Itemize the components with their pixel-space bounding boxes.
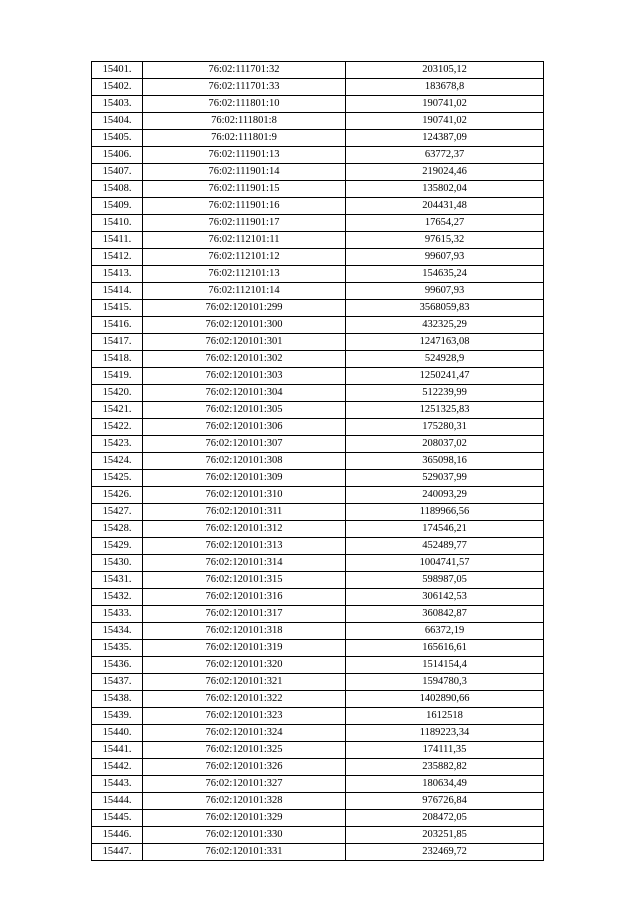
table-row (92, 249, 544, 266)
table-row (92, 793, 544, 810)
cadastral-number-cell: 76:02:120101:330 (143, 827, 346, 844)
value-cell: 360842,87 (346, 606, 544, 623)
value-cell: 1514154,4 (346, 657, 544, 674)
value-cell: 208037,02 (346, 436, 544, 453)
table-row (92, 164, 544, 181)
row-number-cell: 15440. (92, 725, 143, 742)
row-number-cell: 15438. (92, 691, 143, 708)
row-number-cell: 15429. (92, 538, 143, 555)
row-number-cell: 15409. (92, 198, 143, 215)
row-number-cell: 15433. (92, 606, 143, 623)
value-cell: 17654,27 (346, 215, 544, 232)
row-number-cell: 15442. (92, 759, 143, 776)
value-cell: 174111,35 (346, 742, 544, 759)
table-row (92, 402, 544, 419)
row-number-cell: 15412. (92, 249, 143, 266)
row-number-cell: 15426. (92, 487, 143, 504)
row-number-cell: 15437. (92, 674, 143, 691)
cadastral-number-cell: 76:02:120101:304 (143, 385, 346, 402)
value-cell: 219024,46 (346, 164, 544, 181)
table-row (92, 147, 544, 164)
row-number-cell: 15418. (92, 351, 143, 368)
row-number-cell: 15446. (92, 827, 143, 844)
table-row (92, 470, 544, 487)
value-cell: 1251325,83 (346, 402, 544, 419)
value-cell: 203251,85 (346, 827, 544, 844)
row-number-cell: 15430. (92, 555, 143, 572)
table-row (92, 521, 544, 538)
value-cell: 190741,02 (346, 96, 544, 113)
value-cell: 63772,37 (346, 147, 544, 164)
cadastral-number-cell: 76:02:120101:321 (143, 674, 346, 691)
table-row (92, 317, 544, 334)
cadastral-number-cell: 76:02:120101:303 (143, 368, 346, 385)
table-row (92, 810, 544, 827)
table-row (92, 487, 544, 504)
table-row (92, 130, 544, 147)
table-row (92, 351, 544, 368)
cadastral-number-cell: 76:02:112101:11 (143, 232, 346, 249)
table-row (92, 538, 544, 555)
table-row (92, 453, 544, 470)
value-cell: 180634,49 (346, 776, 544, 793)
cadastral-number-cell: 76:02:120101:318 (143, 623, 346, 640)
cadastral-number-cell: 76:02:120101:307 (143, 436, 346, 453)
cadastral-number-cell: 76:02:111701:32 (143, 62, 346, 79)
row-number-cell: 15406. (92, 147, 143, 164)
row-number-cell: 15402. (92, 79, 143, 96)
value-cell: 135802,04 (346, 181, 544, 198)
value-cell: 1250241,47 (346, 368, 544, 385)
value-cell: 97615,32 (346, 232, 544, 249)
value-cell: 190741,02 (346, 113, 544, 130)
registry-table (91, 61, 544, 861)
table-row (92, 555, 544, 572)
cadastral-number-cell: 76:02:120101:301 (143, 334, 346, 351)
row-number-cell: 15408. (92, 181, 143, 198)
table-row (92, 283, 544, 300)
value-cell: 1189223,34 (346, 725, 544, 742)
table-row (92, 606, 544, 623)
cadastral-number-cell: 76:02:112101:13 (143, 266, 346, 283)
value-cell: 512239,99 (346, 385, 544, 402)
table-row (92, 691, 544, 708)
value-cell: 99607,93 (346, 249, 544, 266)
cadastral-number-cell: 76:02:111901:14 (143, 164, 346, 181)
value-cell: 306142,53 (346, 589, 544, 606)
row-number-cell: 15423. (92, 436, 143, 453)
row-number-cell: 15445. (92, 810, 143, 827)
cadastral-number-cell: 76:02:120101:314 (143, 555, 346, 572)
value-cell: 1402890,66 (346, 691, 544, 708)
row-number-cell: 15419. (92, 368, 143, 385)
value-cell: 235882,82 (346, 759, 544, 776)
table-row (92, 215, 544, 232)
value-cell: 529037,99 (346, 470, 544, 487)
value-cell: 124387,09 (346, 130, 544, 147)
row-number-cell: 15443. (92, 776, 143, 793)
value-cell: 174546,21 (346, 521, 544, 538)
table-row (92, 266, 544, 283)
row-number-cell: 15427. (92, 504, 143, 521)
cadastral-number-cell: 76:02:120101:313 (143, 538, 346, 555)
table-row (92, 113, 544, 130)
row-number-cell: 15416. (92, 317, 143, 334)
value-cell: 1612518 (346, 708, 544, 725)
row-number-cell: 15401. (92, 62, 143, 79)
row-number-cell: 15436. (92, 657, 143, 674)
cadastral-number-cell: 76:02:120101:315 (143, 572, 346, 589)
row-number-cell: 15428. (92, 521, 143, 538)
cadastral-number-cell: 76:02:120101:329 (143, 810, 346, 827)
value-cell: 365098,16 (346, 453, 544, 470)
row-number-cell: 15405. (92, 130, 143, 147)
table-row (92, 759, 544, 776)
value-cell: 154635,24 (346, 266, 544, 283)
value-cell: 598987,05 (346, 572, 544, 589)
table-row (92, 827, 544, 844)
cadastral-number-cell: 76:02:120101:326 (143, 759, 346, 776)
cadastral-number-cell: 76:02:111801:8 (143, 113, 346, 130)
cadastral-number-cell: 76:02:111801:10 (143, 96, 346, 113)
row-number-cell: 15422. (92, 419, 143, 436)
row-number-cell: 15411. (92, 232, 143, 249)
value-cell: 452489,77 (346, 538, 544, 555)
value-cell: 175280,31 (346, 419, 544, 436)
value-cell: 1004741,57 (346, 555, 544, 572)
table-row (92, 572, 544, 589)
cadastral-number-cell: 76:02:120101:300 (143, 317, 346, 334)
cadastral-number-cell: 76:02:120101:299 (143, 300, 346, 317)
value-cell: 203105,12 (346, 62, 544, 79)
value-cell: 432325,29 (346, 317, 544, 334)
table-row (92, 368, 544, 385)
row-number-cell: 15435. (92, 640, 143, 657)
cadastral-number-cell: 76:02:120101:327 (143, 776, 346, 793)
row-number-cell: 15403. (92, 96, 143, 113)
cadastral-number-cell: 76:02:120101:309 (143, 470, 346, 487)
value-cell: 1189966,56 (346, 504, 544, 521)
row-number-cell: 15441. (92, 742, 143, 759)
row-number-cell: 15413. (92, 266, 143, 283)
table-row (92, 623, 544, 640)
cadastral-number-cell: 76:02:120101:331 (143, 844, 346, 861)
cadastral-number-cell: 76:02:112101:14 (143, 283, 346, 300)
cadastral-number-cell: 76:02:120101:319 (143, 640, 346, 657)
value-cell: 208472,05 (346, 810, 544, 827)
value-cell: 66372,19 (346, 623, 544, 640)
row-number-cell: 15425. (92, 470, 143, 487)
table-row (92, 708, 544, 725)
cadastral-number-cell: 76:02:120101:311 (143, 504, 346, 521)
table-row (92, 589, 544, 606)
table-row (92, 725, 544, 742)
cadastral-number-cell: 76:02:120101:310 (143, 487, 346, 504)
row-number-cell: 15439. (92, 708, 143, 725)
cadastral-number-cell: 76:02:112101:12 (143, 249, 346, 266)
table-row (92, 640, 544, 657)
table-row (92, 844, 544, 861)
cadastral-number-cell: 76:02:111901:15 (143, 181, 346, 198)
table-row (92, 79, 544, 96)
cadastral-number-cell: 76:02:120101:324 (143, 725, 346, 742)
table-row (92, 181, 544, 198)
cadastral-number-cell: 76:02:111901:16 (143, 198, 346, 215)
table-row (92, 62, 544, 79)
table-row (92, 776, 544, 793)
value-cell: 524928,9 (346, 351, 544, 368)
value-cell: 204431,48 (346, 198, 544, 215)
table-row (92, 385, 544, 402)
value-cell: 99607,93 (346, 283, 544, 300)
table-row (92, 742, 544, 759)
row-number-cell: 15407. (92, 164, 143, 181)
cadastral-number-cell: 76:02:111701:33 (143, 79, 346, 96)
value-cell: 183678,8 (346, 79, 544, 96)
row-number-cell: 15431. (92, 572, 143, 589)
row-number-cell: 15421. (92, 402, 143, 419)
cadastral-number-cell: 76:02:120101:312 (143, 521, 346, 538)
table-row (92, 96, 544, 113)
value-cell: 1247163,08 (346, 334, 544, 351)
value-cell: 232469,72 (346, 844, 544, 861)
value-cell: 3568059,83 (346, 300, 544, 317)
cadastral-number-cell: 76:02:120101:308 (143, 453, 346, 470)
row-number-cell: 15432. (92, 589, 143, 606)
table-row (92, 657, 544, 674)
cadastral-number-cell: 76:02:120101:328 (143, 793, 346, 810)
cadastral-number-cell: 76:02:120101:302 (143, 351, 346, 368)
row-number-cell: 15404. (92, 113, 143, 130)
row-number-cell: 15414. (92, 283, 143, 300)
row-number-cell: 15424. (92, 453, 143, 470)
table-row (92, 419, 544, 436)
row-number-cell: 15447. (92, 844, 143, 861)
cadastral-number-cell: 76:02:111901:13 (143, 147, 346, 164)
table-row (92, 198, 544, 215)
cadastral-number-cell: 76:02:111901:17 (143, 215, 346, 232)
table-row (92, 232, 544, 249)
cadastral-number-cell: 76:02:120101:323 (143, 708, 346, 725)
value-cell: 1594780,3 (346, 674, 544, 691)
table-row (92, 436, 544, 453)
value-cell: 976726,84 (346, 793, 544, 810)
row-number-cell: 15434. (92, 623, 143, 640)
cadastral-number-cell: 76:02:120101:322 (143, 691, 346, 708)
cadastral-number-cell: 76:02:120101:306 (143, 419, 346, 436)
row-number-cell: 15415. (92, 300, 143, 317)
table-row (92, 334, 544, 351)
cadastral-number-cell: 76:02:120101:316 (143, 589, 346, 606)
row-number-cell: 15410. (92, 215, 143, 232)
row-number-cell: 15417. (92, 334, 143, 351)
row-number-cell: 15420. (92, 385, 143, 402)
cadastral-number-cell: 76:02:111801:9 (143, 130, 346, 147)
cadastral-number-cell: 76:02:120101:325 (143, 742, 346, 759)
cadastral-number-cell: 76:02:120101:305 (143, 402, 346, 419)
value-cell: 240093,29 (346, 487, 544, 504)
value-cell: 165616,61 (346, 640, 544, 657)
table-row (92, 674, 544, 691)
cadastral-number-cell: 76:02:120101:317 (143, 606, 346, 623)
registry-table-body (92, 62, 544, 861)
table-row (92, 504, 544, 521)
cadastral-number-cell: 76:02:120101:320 (143, 657, 346, 674)
row-number-cell: 15444. (92, 793, 143, 810)
table-row (92, 300, 544, 317)
